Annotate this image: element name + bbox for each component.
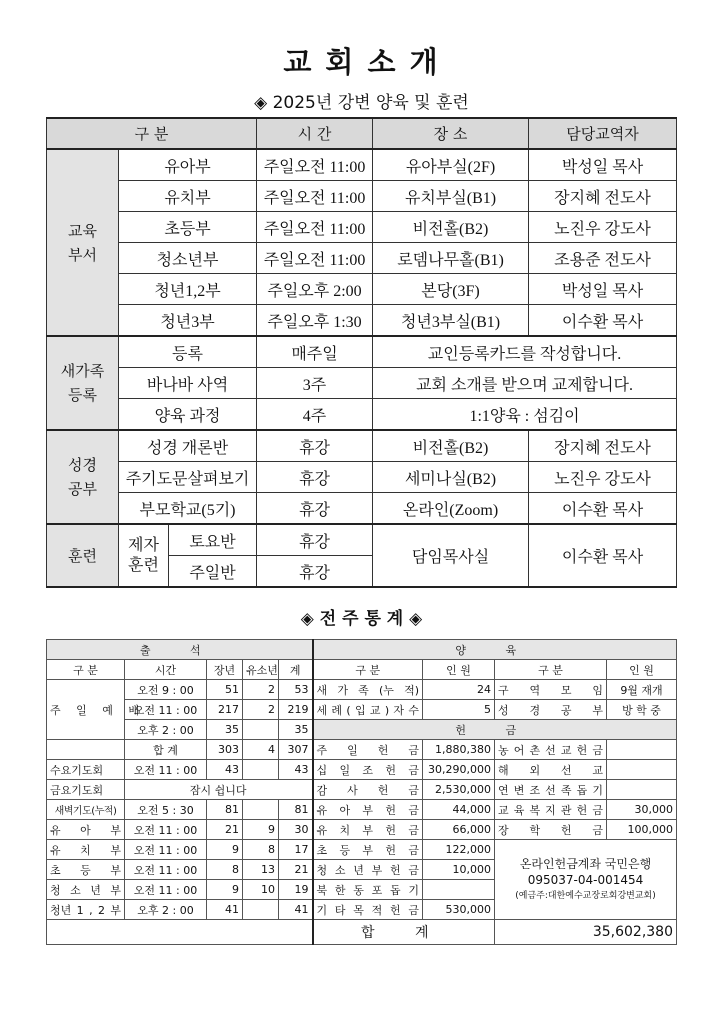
online-offering-account (495, 840, 677, 920)
dept-time: 주일오전 11:00 (257, 212, 373, 243)
class-name: 주기도문살펴보기 (119, 462, 257, 493)
program-duration: 4주 (257, 399, 373, 431)
nurture-label: 구 역 모 임 (495, 680, 607, 700)
offering-value: 10,000 (423, 860, 495, 880)
dept-name: 초등부 (119, 212, 257, 243)
table-row (47, 243, 677, 274)
dept-place: 청년3부실(B1) (373, 305, 529, 337)
table-row (47, 840, 677, 860)
empty-cell (47, 740, 125, 760)
category-education: 교육 부서 (47, 149, 119, 336)
table-row (47, 274, 677, 305)
bank-name: 온라인헌금계좌 국민은행 (519, 856, 652, 871)
table-row (47, 181, 677, 212)
nurture-label: 새 가 족 (누 적) (313, 680, 423, 700)
att-youth (243, 800, 279, 820)
att-adult: 21 (207, 820, 243, 840)
ministry-header-row (47, 118, 677, 149)
offering-value: 66,000 (423, 820, 495, 840)
att-sum: 30 (279, 820, 313, 840)
col-mid-count: 인 원 (423, 660, 495, 680)
dept-time: 주일오전 11:00 (257, 149, 373, 181)
offering-value (607, 780, 677, 800)
table-row (47, 462, 677, 493)
dept-place: 유치부실(B1) (373, 181, 529, 212)
att-adult: 43 (207, 760, 243, 780)
offering-label: 북 한 동 포 돕 기 (313, 880, 423, 900)
dept-staff: 박성일 목사 (529, 274, 677, 305)
dept-place: 본당(3F) (373, 274, 529, 305)
dept-name: 유아부 (119, 149, 257, 181)
grand-total-row (47, 920, 677, 945)
class-place: 비전홀(B2) (373, 430, 529, 462)
class-staff: 이수환 목사 (529, 493, 677, 525)
att-adult: 81 (207, 800, 243, 820)
program-name: 등록 (119, 336, 257, 368)
offering-label: 유 치 부 헌 금 (313, 820, 423, 840)
grand-total-label: 합 계 (313, 920, 495, 945)
offering-value (607, 760, 677, 780)
program-duration: 매주일 (257, 336, 373, 368)
att-youth: 2 (243, 700, 279, 720)
bank-account-number: 095037-04-001454 (527, 872, 644, 887)
table-row (47, 524, 677, 556)
class-time: 휴강 (257, 430, 373, 462)
dept-time: 주일오후 2:00 (257, 274, 373, 305)
training-class-name: 토요반 (169, 524, 257, 556)
sub-category-discipleship: 제자 훈련 (119, 524, 169, 587)
att-time: 오전 11 : 00 (125, 820, 207, 840)
program-name: 바나바 사역 (119, 368, 257, 399)
category-newcomer: 새가족 등록 (47, 336, 119, 430)
offering-label: 연 변 조 선 족 돕 기 (495, 780, 607, 800)
col-right-category: 구 분 (495, 660, 607, 680)
att-youth: 10 (243, 880, 279, 900)
offering-label: 기 타 목 적 헌 금 (313, 900, 423, 920)
offering-label: 유 아 부 헌 금 (313, 800, 423, 820)
offering-label: 교 육 복 지 관 헌 금 (495, 800, 607, 820)
nurture-label: 성 경 공 부 (495, 700, 607, 720)
table-row (47, 740, 677, 760)
sunday-worship-label: 주 일 예 배 (47, 680, 125, 740)
table-row (47, 212, 677, 243)
offering-label: 해 외 선 교 (495, 760, 607, 780)
table-row (47, 720, 677, 740)
dept-staff: 이수환 목사 (529, 305, 677, 337)
nurture-value: 5 (423, 700, 495, 720)
table-row (47, 430, 677, 462)
training-class-name: 주일반 (169, 556, 257, 588)
page-title: 교 회 소 개 (283, 45, 440, 79)
table-row (47, 760, 677, 780)
empty-cell (47, 920, 313, 945)
att-youth: 9 (243, 820, 279, 840)
table-row (47, 680, 677, 700)
col-sum: 계 (279, 660, 313, 680)
att-adult: 8 (207, 860, 243, 880)
att-label: 금요기도회 (47, 780, 125, 800)
bank-account-holder: (예금주:대한예수교장로회강변교회) (515, 890, 656, 901)
att-adult: 51 (207, 680, 243, 700)
att-time: 오전 11 : 00 (125, 700, 207, 720)
att-adult: 9 (207, 880, 243, 900)
offering-label: 주 일 헌 금 (313, 740, 423, 760)
att-sum: 41 (279, 900, 313, 920)
dept-name: 청년1,2부 (119, 274, 257, 305)
att-adult: 217 (207, 700, 243, 720)
att-youth (243, 720, 279, 740)
offering-value: 1,880,380 (423, 740, 495, 760)
col-adult: 장년 (207, 660, 243, 680)
offering-value: 30,290,000 (423, 760, 495, 780)
att-youth: 13 (243, 860, 279, 880)
dept-place: 유아부실(2F) (373, 149, 529, 181)
nurture-value: 9월 재개 (607, 680, 677, 700)
dept-time: 주일오전 11:00 (257, 181, 373, 212)
att-time: 오후 2 : 00 (125, 900, 207, 920)
offering-value: 30,000 (607, 800, 677, 820)
att-youth: 4 (243, 740, 279, 760)
att-time: 오전 11 : 00 (125, 880, 207, 900)
nurture-value: 방 학 중 (607, 700, 677, 720)
col-youth: 유소년 (243, 660, 279, 680)
att-youth (243, 900, 279, 920)
dept-staff: 노진우 강도사 (529, 212, 677, 243)
offering-value: 2,530,000 (423, 780, 495, 800)
table-row (47, 368, 677, 399)
offering-label: 청 소 년 부 헌 금 (313, 860, 423, 880)
dept-staff: 박성일 목사 (529, 149, 677, 181)
att-time: 오전 11 : 00 (125, 860, 207, 880)
offering-value: 100,000 (607, 820, 677, 840)
dept-place: 로뎀나무홀(B1) (373, 243, 529, 274)
col-right-count: 인 원 (607, 660, 677, 680)
header-category: 구 분 (47, 118, 257, 149)
offering-value: 122,000 (423, 840, 495, 860)
class-time: 휴강 (257, 462, 373, 493)
table-row (47, 399, 677, 431)
att-label: 청 소 년 부 (47, 880, 125, 900)
att-adult: 41 (207, 900, 243, 920)
col-mid-category: 구 분 (313, 660, 423, 680)
ministry-table (46, 117, 677, 588)
offering-value (607, 740, 677, 760)
nurture-header: 양 육 (313, 640, 677, 660)
dept-time: 주일오전 11:00 (257, 243, 373, 274)
table-row (47, 149, 677, 181)
dept-staff: 조용준 전도사 (529, 243, 677, 274)
offering-value (423, 880, 495, 900)
program-name: 양육 과정 (119, 399, 257, 431)
offering-label: 십 일 조 헌 금 (313, 760, 423, 780)
att-sum: 35 (279, 720, 313, 740)
training-staff: 이수환 목사 (529, 524, 677, 587)
att-time: 오전 9 : 00 (125, 680, 207, 700)
att-adult: 35 (207, 720, 243, 740)
table-row (47, 700, 677, 720)
offering-value: 44,000 (423, 800, 495, 820)
att-youth: 8 (243, 840, 279, 860)
section-title-weekly-stats: ◈ 전 주 통 계 ◈ (300, 609, 423, 629)
att-label: 유 아 부 (47, 820, 125, 840)
col-time: 시간 (125, 660, 207, 680)
stats-header-row (47, 640, 677, 660)
att-youth (243, 760, 279, 780)
att-sum: 219 (279, 700, 313, 720)
att-time: 오전 11 : 00 (125, 760, 207, 780)
att-label: 새벽기도(누적) (47, 800, 125, 820)
class-time: 휴강 (257, 493, 373, 525)
att-sum: 81 (279, 800, 313, 820)
offering-label: 감 사 헌 금 (313, 780, 423, 800)
stats-column-row (47, 660, 677, 680)
header-place: 장 소 (373, 118, 529, 149)
att-adult: 303 (207, 740, 243, 760)
table-row (47, 820, 677, 840)
class-name: 부모학교(5기) (119, 493, 257, 525)
att-sum: 53 (279, 680, 313, 700)
dept-place: 비전홀(B2) (373, 212, 529, 243)
att-time: 오후 2 : 00 (125, 720, 207, 740)
weekly-stats-table (46, 639, 677, 945)
class-place: 온라인(Zoom) (373, 493, 529, 525)
offering-label: 초 등 부 헌 금 (313, 840, 423, 860)
dept-name: 청년3부 (119, 305, 257, 337)
training-class-time: 휴강 (257, 524, 373, 556)
program-note: 1:1양육 : 섬김이 (373, 399, 677, 431)
att-adult: 9 (207, 840, 243, 860)
offering-label: 농 어 촌 선 교 헌 금 (495, 740, 607, 760)
table-row (47, 800, 677, 820)
table-row (47, 336, 677, 368)
nurture-label: 세 례 ( 입 교 ) 자 수 (313, 700, 423, 720)
page-subtitle: ◈ 2025년 강변 양육 및 훈련 (254, 93, 469, 113)
class-name: 성경 개론반 (119, 430, 257, 462)
category-bible-study: 성경 공부 (47, 430, 119, 524)
sunday-total-label: 합 계 (125, 740, 207, 760)
class-staff: 노진우 강도사 (529, 462, 677, 493)
att-sum: 307 (279, 740, 313, 760)
att-label: 유 치 부 (47, 840, 125, 860)
dept-name: 청소년부 (119, 243, 257, 274)
att-sum: 43 (279, 760, 313, 780)
program-note: 교인등록카드를 작성합니다. (373, 336, 677, 368)
offering-label: 장 학 헌 금 (495, 820, 607, 840)
att-time: 오전 11 : 00 (125, 840, 207, 860)
class-staff: 장지혜 전도사 (529, 430, 677, 462)
att-sum: 19 (279, 880, 313, 900)
att-label: 청년 1 , 2 부 (47, 900, 125, 920)
header-staff: 담당교역자 (529, 118, 677, 149)
header-time: 시 간 (257, 118, 373, 149)
table-row (47, 493, 677, 525)
category-training: 훈련 (47, 524, 119, 587)
training-class-time: 휴강 (257, 556, 373, 588)
dept-time: 주일오후 1:30 (257, 305, 373, 337)
offering-header: 헌 금 (313, 720, 677, 740)
att-sum: 17 (279, 840, 313, 860)
att-label: 초 등 부 (47, 860, 125, 880)
grand-total-value: 35,602,380 (495, 920, 677, 945)
att-time: 오전 5 : 30 (125, 800, 207, 820)
dept-staff: 장지혜 전도사 (529, 181, 677, 212)
offering-value: 530,000 (423, 900, 495, 920)
class-place: 세미나실(B2) (373, 462, 529, 493)
attendance-header: 출 석 (47, 640, 313, 660)
program-note: 교회 소개를 받으며 교제합니다. (373, 368, 677, 399)
att-youth: 2 (243, 680, 279, 700)
training-place: 담임목사실 (373, 524, 529, 587)
att-merged-note: 잠시 쉽니다 (125, 780, 313, 800)
dept-name: 유치부 (119, 181, 257, 212)
nurture-value: 24 (423, 680, 495, 700)
col-category: 구 분 (47, 660, 125, 680)
att-sum: 21 (279, 860, 313, 880)
att-label: 수요기도회 (47, 760, 125, 780)
table-row (47, 305, 677, 337)
table-row (47, 780, 677, 800)
program-duration: 3주 (257, 368, 373, 399)
